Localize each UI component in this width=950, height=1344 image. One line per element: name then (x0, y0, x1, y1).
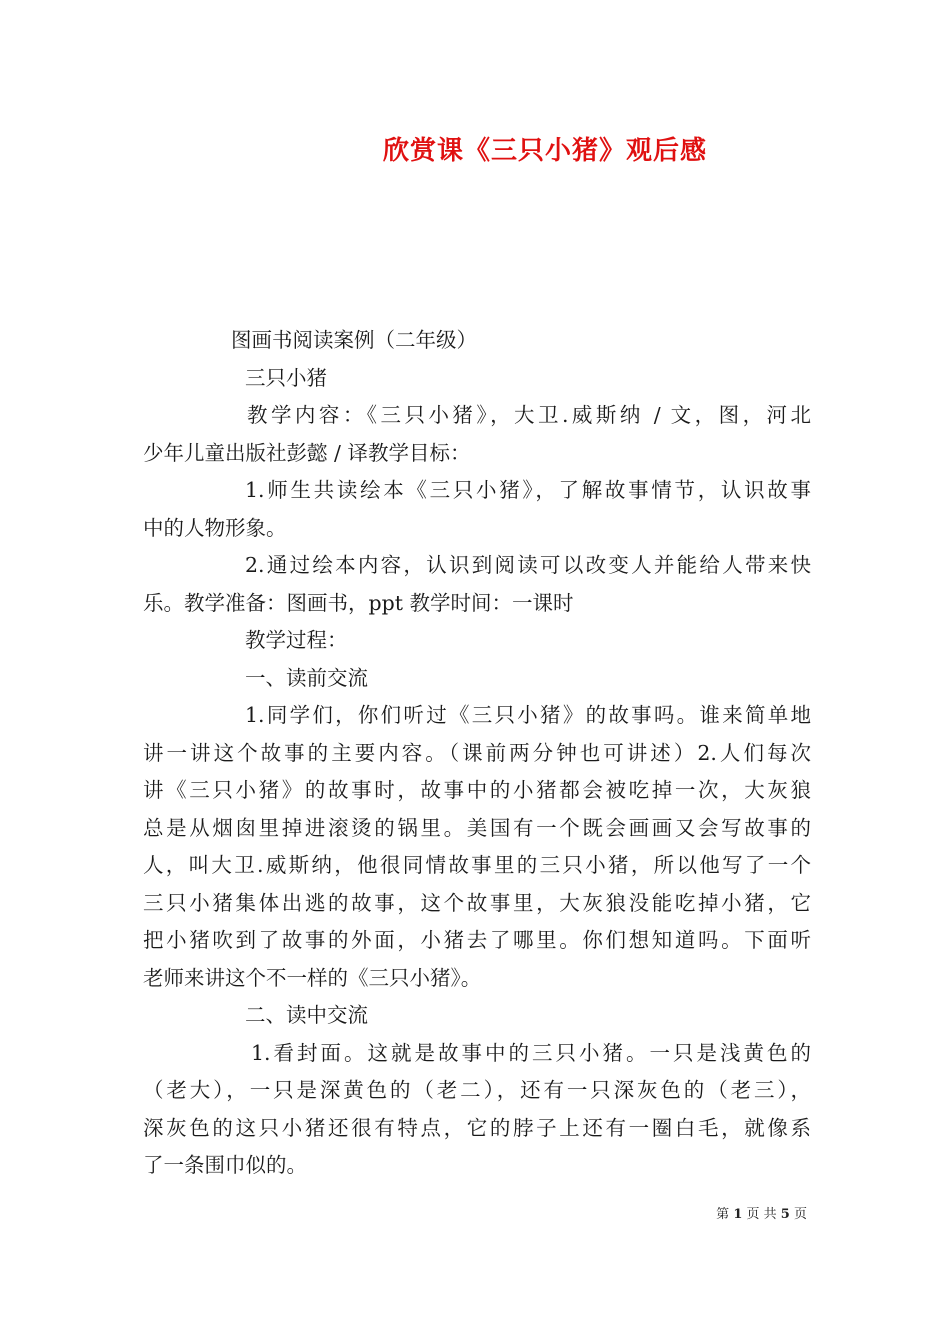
paragraph-line: 了一条围巾似的。 (143, 1153, 307, 1177)
paragraph-line: 三只小猪集体出逃的故事，这个故事里，大灰狼没能吃掉小猪，它 (143, 890, 811, 915)
paragraph-line: 三只小猪 (245, 365, 327, 390)
page-middle: 页 共 (746, 1207, 777, 1222)
paragraph-line: 讲《三只小猪》的故事时，故事中的小猪都会被吃掉一次，大灰狼 (143, 778, 811, 802)
paragraph-line: 1.师生共读绘本《三只小猪》，了解故事情节，认识故事 (245, 478, 811, 502)
paragraph-line: 少年儿童出版社彭懿 / 译教学目标： (143, 440, 471, 465)
paragraph-line: 二、读中交流 (245, 1003, 368, 1027)
paragraph-line: 教学过程： (245, 628, 348, 652)
paragraph-line: 深灰色的这只小猪还很有特点，它的脖子上还有一圈白毛，就像系 (143, 1115, 811, 1140)
paragraph-line: 2.通过绘本内容，认识到阅读可以改变人并能给人带来快 (245, 553, 811, 577)
paragraph-line: 一、读前交流 (245, 665, 368, 690)
paragraph-line: 老师来讲这个不一样的《三只小猪》。 (143, 965, 482, 990)
page-number (716, 1203, 807, 1222)
paragraph-line: 1.同学们，你们听过《三只小猪》的故事吗。谁来简单地 (245, 703, 811, 727)
page-prefix: 第 (716, 1207, 730, 1222)
current-page: 1 (733, 1207, 743, 1222)
paragraph-line: （老大），一只是深黄色的（老二），还有一只深灰色的（老三）， (143, 1078, 811, 1102)
page-suffix: 页 (793, 1207, 807, 1222)
paragraph-line: 乐。教学准备：图画书，ppt 教学时间：一课时 (143, 590, 574, 615)
document-title: 欣赏课《三只小猪》观后感 (382, 136, 707, 166)
paragraph-line: 教学内容：《三只小猪》，大卫.威斯纳 / 文，图，河北 (247, 403, 811, 427)
paragraph-line: 把小猪吹到了故事的外面，小猪去了哪里。你们想知道吗。下面听 (143, 928, 811, 952)
paragraph-line: 讲一讲这个故事的主要内容。（课前两分钟也可讲述）2.人们每次 (143, 740, 811, 765)
paragraph-line: 人，叫大卫.威斯纳，他很同情故事里的三只小猪，所以他写了一个 (143, 853, 811, 877)
paragraph-line: 中的人物形象。 (143, 515, 287, 540)
paragraph-line: 1.看封面。这就是故事中的三只小猪。一只是浅黄色的 (251, 1040, 811, 1065)
document-body (143, 322, 811, 1185)
paragraph-line: 总是从烟囱里掉进滚烫的锅里。美国有一个既会画画又会写故事的 (143, 815, 811, 840)
total-pages: 5 (780, 1207, 790, 1222)
paragraph-line: 图画书阅读案例（二年级） (231, 328, 477, 352)
